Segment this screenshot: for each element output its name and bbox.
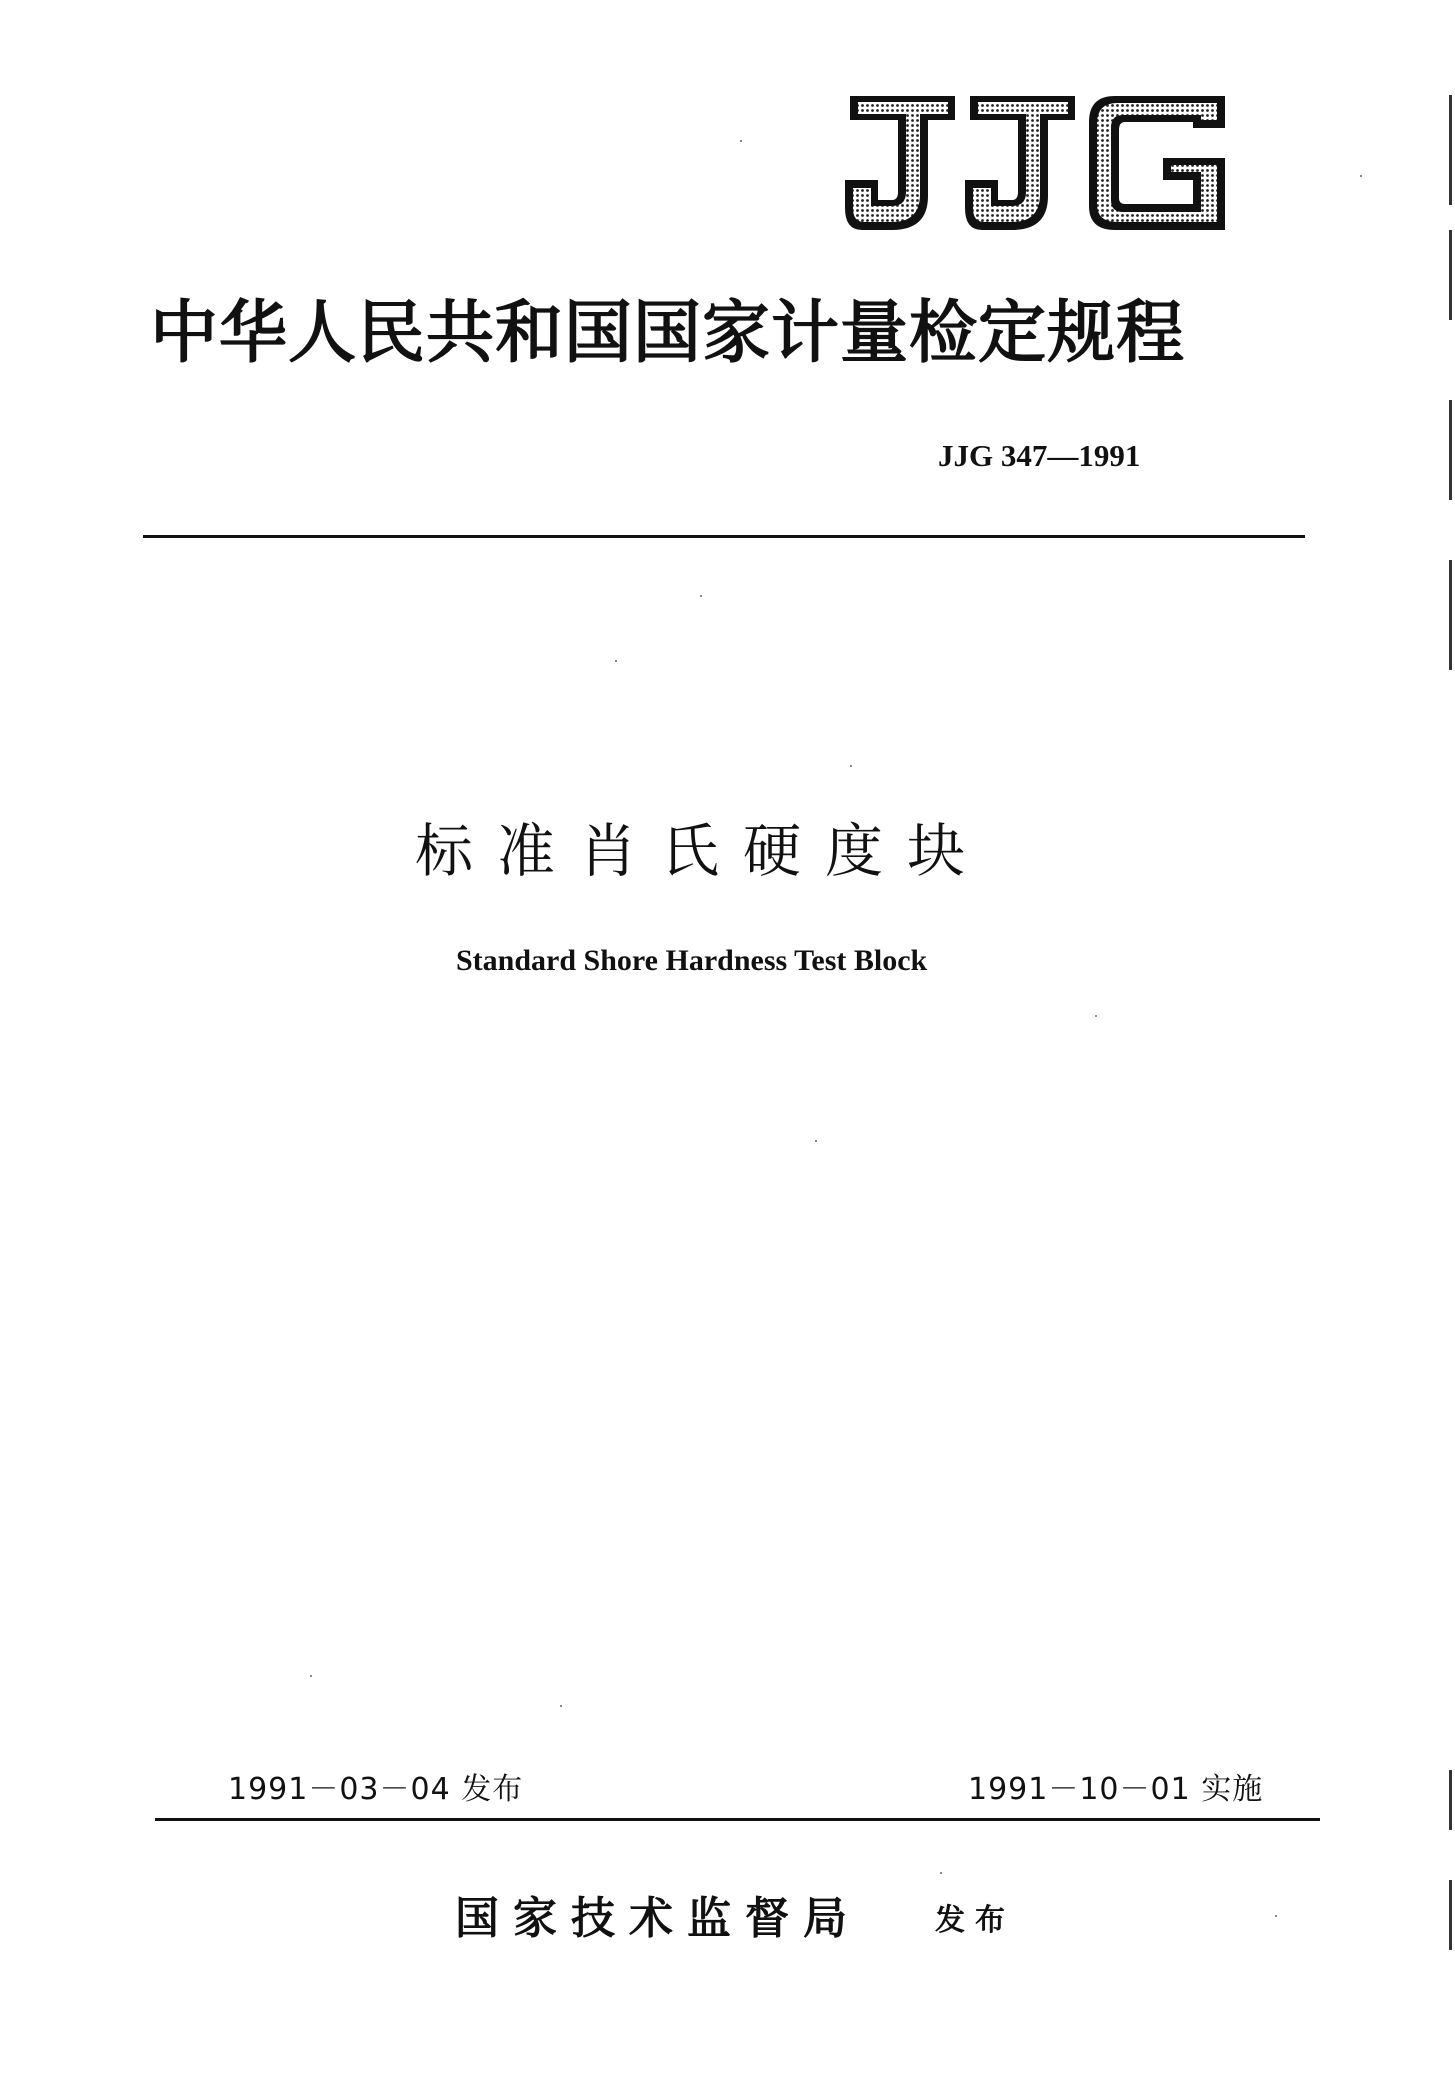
publisher-suffix: 发布 xyxy=(935,1903,1015,1938)
scan-speck xyxy=(1095,1015,1097,1017)
scan-edge-mark xyxy=(1449,1880,1452,1950)
scan-speck xyxy=(1275,1915,1277,1917)
scan-edge-mark xyxy=(1449,1770,1452,1830)
implementation-date: 1991－10－01 实施 xyxy=(968,1772,1264,1807)
scan-speck xyxy=(310,1675,312,1677)
bottom-divider xyxy=(155,1818,1320,1821)
issue-date: 1991－03－04 发布 xyxy=(228,1772,524,1807)
scan-speck xyxy=(615,660,617,662)
scan-speck xyxy=(940,1872,942,1874)
jjg-logo xyxy=(840,88,1230,238)
regulation-code: JJG 347—1991 xyxy=(938,438,1141,473)
scan-edge-mark xyxy=(1449,95,1452,205)
scan-speck xyxy=(815,1140,817,1142)
scan-edge-mark xyxy=(1449,400,1452,500)
regulation-series-title: 中华人民共和国国家计量检定规程 xyxy=(150,294,1186,373)
scan-speck xyxy=(700,595,702,597)
scan-speck xyxy=(740,140,742,142)
document-title-english: Standard Shore Hardness Test Block xyxy=(456,944,928,977)
document-title-chinese: 标准肖氏硬度块 xyxy=(415,817,990,885)
scan-edge-mark xyxy=(1449,560,1452,670)
top-divider xyxy=(143,535,1305,538)
scan-speck xyxy=(850,765,852,767)
publisher-name: 国家技术监督局 xyxy=(455,1893,861,1944)
scan-speck xyxy=(560,1705,562,1707)
scan-edge-mark xyxy=(1449,230,1452,320)
scan-speck xyxy=(1360,175,1362,177)
